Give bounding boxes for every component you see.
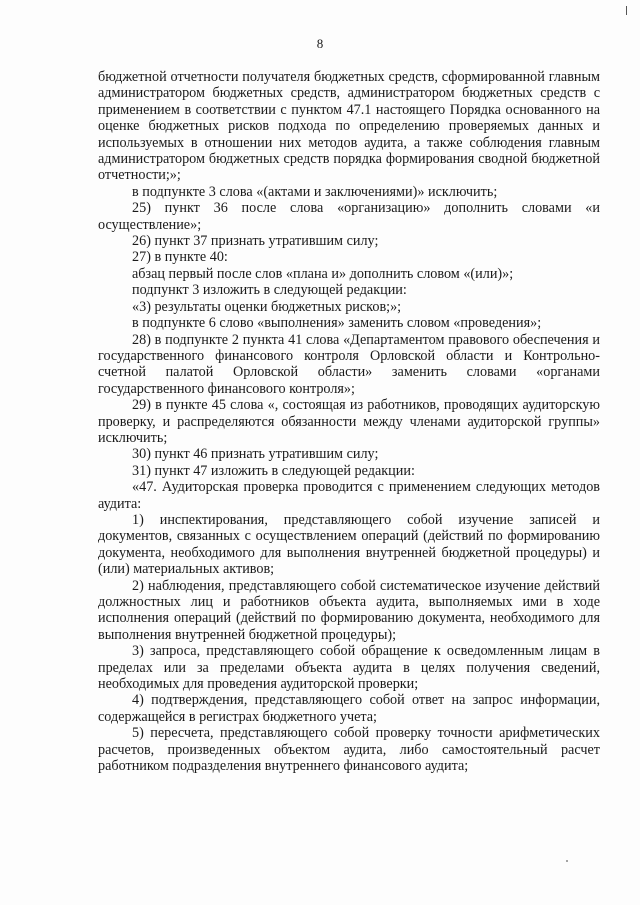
- scan-speck: [566, 860, 568, 862]
- paragraph: 1) инспектирования, представляющего собой изучение записей и документов, связанных с осуществлением операций (действий по формированию документа, необходимого для выполнения внутренней бюджетной процедуры) и (или) материальных активов;: [98, 511, 604, 578]
- scan-corner-mark: [626, 6, 627, 15]
- paragraph: 28) в подпункте 2 пункта 41 слова «Департаментом правового обеспечения и государственного финансового контроля Орловской области и Контрольно-счетной палатой Орловской области» заменить словами «органами государственного финансового контроля»;: [98, 331, 604, 397]
- paragraph: 25) пункт 36 после слова «организацию» дополнить словами «и осуществление»;: [98, 200, 604, 233]
- paragraph: в подпункте 6 слово «выполнения» заменить словом «проведения»;: [132, 315, 542, 332]
- paragraph: 5) пересчета, представляющего собой проверку точности арифметических расчетов, произведенных объектом аудита, либо самостоятельный расчет работником подразделения внутреннего финансового аудита;: [98, 725, 604, 775]
- page-number: 8: [316, 36, 324, 51]
- paragraph: бюджетной отчетности получателя бюджетных средств, сформированной главным администратором бюджетных средств, администратором бюджетных средств с применением в соответствии с пунктом 47.1 настоящего Порядка основанного на оценке бюджетных рисков подхода по определению проверяемых данных и используемых в отношении них методов аудита, а также соблюдения главным администратором бюджетных средств порядка формирования сводной бюджетной отчетности;»;: [98, 69, 604, 184]
- paragraph: 30) пункт 46 признать утратившим силу;: [132, 446, 379, 463]
- paragraph: «3) результаты оценки бюджетных рисков;»;: [132, 298, 402, 315]
- paragraph: 29) в пункте 45 слова «, состоящая из работников, проводящих аудиторскую проверку, и распределяются обязанности между членами аудиторской группы» исключить;: [98, 397, 604, 446]
- paragraph: абзац первый после слов «плана и» дополнить словом «(или)»;: [132, 265, 514, 282]
- paragraph: 2) наблюдения, представляющего собой систематическое изучение действий должностных лиц и работников объекта аудита, выполняемых ими в ходе исполнения операций (действий по формированию документа, необходимого для выполнения внутренней бюджетной процедуры);: [98, 577, 604, 643]
- paragraph: 26) пункт 37 признать утратившим силу;: [132, 233, 379, 250]
- paragraph: 4) подтверждения, представляющего собой ответ на запрос информации, содержащейся в регистрах бюджетного учета;: [98, 692, 604, 725]
- paragraph: 3) запроса, представляющего собой обращение к осведомленным лицам в пределах или за пределами объекта аудита в целях получения сведений, необходимых для проведения аудиторской проверки;: [98, 643, 604, 693]
- paragraph: подпункт 3 изложить в следующей редакции:: [132, 282, 407, 299]
- paragraph: 27) в пункте 40:: [132, 249, 228, 266]
- paragraph: в подпункте 3 слова «(актами и заключениями)» исключить;: [132, 183, 498, 200]
- paragraph: «47. Аудиторская проверка проводится с применением следующих методов аудита:: [98, 479, 604, 512]
- paragraph: 31) пункт 47 изложить в следующей редакции:: [132, 462, 415, 479]
- document-body: [98, 69, 604, 775]
